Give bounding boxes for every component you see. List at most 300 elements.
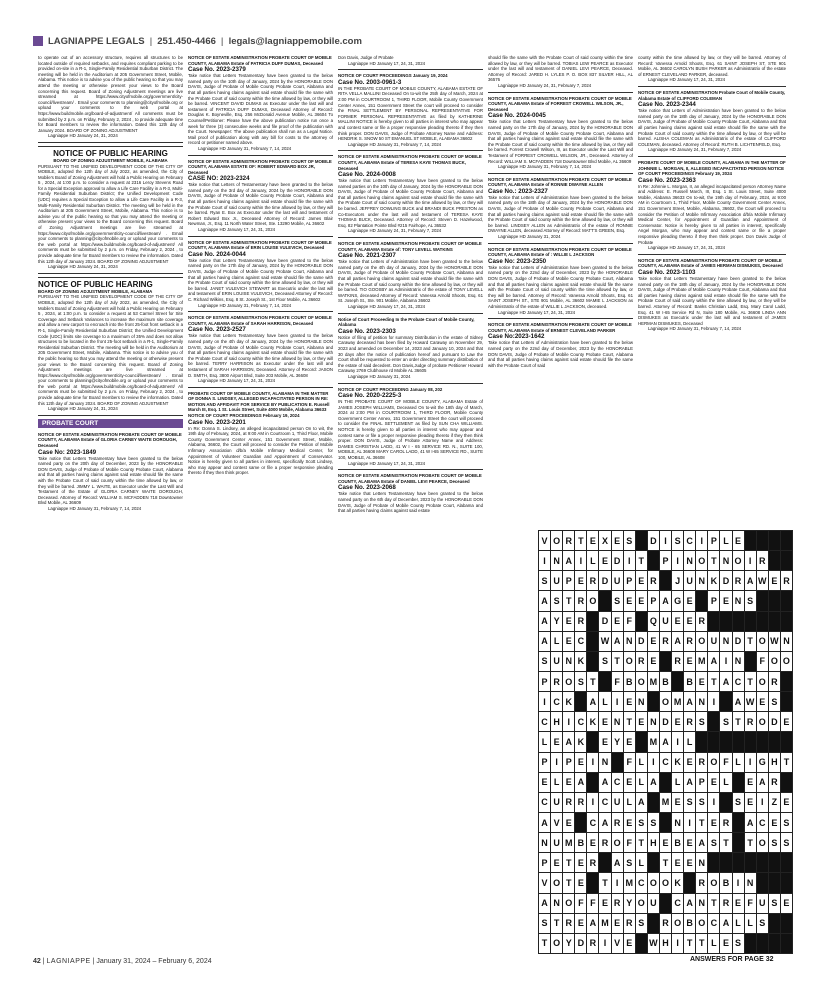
crossword-letter: S — [780, 812, 792, 832]
crossword-letter: T — [539, 933, 551, 953]
crossword-letter: P — [659, 551, 671, 571]
crossword-letter: A — [659, 591, 671, 611]
notice-heading: NOTICE OF ESTATE ADMINISTRATION PROBATE COURT OF MOBILE COUNTY, ALABAMA Estate of ERNEST CLEVELAND PARKER — [488, 322, 632, 333]
crossword-letter: S — [539, 651, 551, 671]
crossword-letter: R — [696, 611, 708, 631]
notice-divider — [188, 387, 333, 388]
crossword-letter: S — [732, 792, 744, 812]
crossword-letter: N — [696, 692, 708, 712]
crossword-letter: S — [672, 531, 684, 551]
crossword-letter: S — [708, 833, 720, 853]
crossword-letter: Y — [563, 933, 575, 953]
legal-notice — [488, 177, 633, 240]
crossword-black-square — [768, 591, 780, 611]
crossword-letter: L — [587, 551, 599, 571]
crossword-letter: E — [551, 853, 563, 873]
legal-column-3 — [338, 55, 483, 955]
crossword-letter: E — [684, 611, 696, 631]
crossword-letter: R — [696, 873, 708, 893]
publication-dates: Lagniappe HD January 31, February 7, 14, 2024 — [198, 302, 292, 308]
notice-divider — [188, 155, 333, 156]
publication-dates: Lagniappe HD January 24, 31, February 7, 2024 — [348, 228, 442, 234]
crossword-letter: O — [756, 631, 768, 651]
crossword-black-square — [659, 893, 671, 913]
notice-body: Take notice that Letters of Administration have been granted to the below named party on the 18th day of January, 2024 by the HONORABLE DON DAVIS, Judge of Probate of Mobile County Probate Court, Alabama and that all parties having claims against said estate should file the same with the Probate Court of said county within the time allowed by law, or they will be barred. ALISHA COLEMAN as Administratrix of the estate of CLIFFORD COLEMAN, deceased. Attorney of Record: RUTH B. LICHTENFELD, Esq. — [638, 108, 786, 147]
crossword-letter: H — [551, 712, 563, 732]
notice-divider — [38, 273, 183, 274]
crossword-row — [539, 671, 793, 691]
publication-dates: Lagniappe HD January 24, 31, February 7, 2024 — [498, 82, 592, 88]
crossword-letter: L — [708, 933, 720, 953]
crossword-letter: N — [599, 752, 611, 772]
publication-dates: Lagniappe HD January 17, 24, 31, 2024 — [198, 378, 276, 384]
crossword-black-square — [780, 692, 792, 712]
case-number: Case No. 2024-0044 — [188, 250, 246, 258]
crossword-letter: U — [611, 792, 623, 812]
notice-body: Take notice that Letters of Administration have been granted to the below named party on the 4th day of January, 2024 by the HONORABLE DON DAVIS, Judge of Probate of Mobile County Probate Court, Alabama and that all parties having claims against said estate should file the same with the Probate Court of said county within the time allowed by law, or they will be barred. TIO GOOSBY as Administratrix of the estate of TONY LEVELL WATKINS, deceased Attorney of Record: Vanessa Arnold Shoots, Esq. 61 St. Joseph St., Ste. 901 Mobile, Alabama 36602 — [338, 259, 483, 304]
notice-body: Take notice that Letters Testamentary have been granted to the below named party on the 10th day of January, 2024 by the HONORABLE DON DAVIS, Judge of Probate of Mobile County Probate Court, Alabama and that all parties having claims against said estate should file the same with the Probate Court of said county within the time allowed by law, or they will be barred. VINCENT DAVID DUMAS as Executor under the last will and testament of PATRICIA DUFF DUMAS, Deceased Attorney of Record: Douglas K. Boyneville, Esq. 256 McDonald Avenue Mobile, AL 36604 To Counsel/Petitioner: Please have the above publication notice run once a week for three (3) consecutive weeks and file proof of the publication with the Court. Newspaper: The above publication shall run as a Legal Notice. Mail proof of publication along with any bill for costs to the attorney of record or petitioner named above. — [188, 73, 333, 146]
crossword-black-square — [780, 772, 792, 792]
legal-notice — [488, 96, 633, 170]
case-number: Case No. 2023-2201 — [188, 418, 246, 426]
crossword-letter: R — [587, 853, 599, 873]
crossword-letter: E — [599, 551, 611, 571]
notice-divider — [188, 311, 333, 312]
crossword-letter: L — [635, 853, 647, 873]
crossword-letter: B — [720, 873, 732, 893]
notice-divider — [188, 236, 333, 237]
crossword-letter: S — [635, 913, 647, 933]
crossword-letter: C — [575, 712, 587, 732]
crossword-letter: T — [744, 671, 756, 691]
crossword-letter: N — [672, 812, 684, 832]
crossword-row — [539, 571, 793, 591]
crossword-letter: E — [575, 853, 587, 873]
notice-divider — [488, 243, 633, 244]
crossword-letter: A — [599, 772, 611, 792]
crossword-letter: N — [551, 893, 563, 913]
crossword-letter: I — [708, 692, 720, 712]
notice-body: to operate out of an accessory structure, requires all structures to be located outside of required setbacks, and requires compliant parking to be provided on-site in a R-1, Single-Family Residential Suburban District. The meeting will be held in the Auditorium at 205 Government Street, Mobile, Alabama. This notice is to advise you of the public hearing so that you may attend the meeting or otherwise present your views to the Board concerning this request. Board of Zoning Adjustment meetings are live streamed at https://www.cityofmobile.org/government/city-council/livestream/ . Email your comments to planning@cityofmobile.org or upload your comments to the web portal at https://www.buildmobile.org/board-of-adjustment/ All comments must be submitted by 2 p.m. on Friday, February 2, 2024 , to provide adequate time for Board members to review the information. Dated this 12th day of January 2024. BOARD OF ZONING ADJUSTMENT — [38, 55, 183, 133]
crossword-letter: B — [684, 671, 696, 691]
crossword-letter: T — [623, 712, 635, 732]
notice-heading: NOTICE OF ESTATE ADMINISTRATION PROBATE COURT OF MOBILE COUNTY, ALABAMA Estate of : WILLIE L JACKSON — [488, 246, 632, 258]
crossword-letter: C — [575, 631, 587, 651]
crossword-letter: E — [684, 853, 696, 873]
crossword-black-square — [744, 611, 756, 631]
crossword-black-square — [647, 792, 659, 812]
crossword-letter: N — [732, 591, 744, 611]
crossword-letter: E — [563, 631, 575, 651]
legal-notice — [338, 473, 483, 514]
notice-heading: NOTICE OF ESTATE ADMINISTRATION PROBATE COURT OF MOBILE COUNTY, ALABAMA Estate of JAMES HERMAN DISMUKES, Deceased — [638, 257, 783, 269]
crossword-letter: R — [768, 671, 780, 691]
crossword-letter: I — [539, 551, 551, 571]
crossword-letter: A — [563, 732, 575, 752]
crossword-letter: N — [780, 631, 792, 651]
crossword-row — [539, 611, 793, 631]
crossword-letter: A — [635, 792, 647, 812]
crossword-row — [539, 551, 793, 571]
crossword-letter: E — [720, 933, 732, 953]
crossword-letter: A — [599, 812, 611, 832]
crossword-black-square — [611, 752, 623, 772]
crossword-letter: D — [732, 631, 744, 651]
case-number: Case No. 2023-2527 — [188, 326, 246, 334]
legal-column-5 — [638, 55, 786, 527]
crossword-table — [538, 530, 793, 954]
crossword-letter: E — [659, 833, 671, 853]
crossword-letter: O — [563, 671, 575, 691]
crossword-letter: S — [696, 792, 708, 812]
section-heading: PROBATE COURT — [38, 419, 183, 428]
crossword-black-square — [575, 812, 587, 832]
legal-notice — [338, 387, 483, 467]
crossword-letter: S — [768, 833, 780, 853]
crossword-letter: S — [744, 591, 756, 611]
crossword-row — [539, 873, 793, 893]
crossword-letter: K — [563, 692, 575, 712]
crossword-letter: E — [708, 812, 720, 832]
crossword-row — [539, 792, 793, 812]
crossword-black-square — [672, 671, 684, 691]
crossword-letter: R — [696, 752, 708, 772]
legal-notice — [338, 55, 483, 66]
crossword-letter: R — [587, 933, 599, 953]
publication-dates: Lagniappe HD January 24, 31, 2024 — [48, 406, 118, 412]
crossword-letter: U — [647, 893, 659, 913]
notice-body: IN THE PROBATE COURT OF MOBILE COUNTY, ALABAMA Estate of JAMES JOSEPH WILLIAMS, Deceased On to-wit the 18th day of March, 2024 at 2:00 PM in COURTROOM 1, THIRD FLOOR, Mobile County Government Center Annex, 151 Government Street the court will proceed to consider the FINAL SETTLEMENT as filed by SUN CHA WILLIAMS. NOTICE is hereby given to all parties in interest who may appear and contest same or file a proper responsive pleading thereto if they then think proper. DON DAVIS, Judge of Probate Attorney Name and Address: DAMES CHRISTIAN LADD, 41 W I - 65 SERVICE RD. N., SUITE 100, MOBILE, AL 36608 MARY CAROL LADD, 41 W I-65 SERVICE RD., SUITE 100, MOBILE, AL 36608 — [338, 399, 483, 461]
publication-dates: Lagniappe HD January 31, 2024 — [348, 373, 411, 379]
notice-divider — [338, 237, 483, 238]
crossword-letter: O — [551, 873, 563, 893]
crossword-letter: M — [623, 873, 635, 893]
crossword-letter: F — [744, 893, 756, 913]
crossword-letter: E — [575, 913, 587, 933]
crossword-letter: E — [732, 531, 744, 551]
crossword-black-square — [635, 531, 647, 551]
case-number: Case No. 2023-2303 — [338, 327, 396, 335]
crossword-black-square — [744, 853, 756, 873]
crossword-black-square — [599, 671, 611, 691]
legal-notice — [488, 55, 633, 89]
crossword-black-square — [708, 732, 720, 752]
crossword-letter: B — [623, 671, 635, 691]
crossword-letter: P — [623, 571, 635, 591]
case-number: Case No. 2023-2068 — [338, 484, 396, 492]
crossword-letter: E — [623, 933, 635, 953]
notice-body: Take notice that Letters of Testamentary have been granted to the below named party on the 3rd day of January, 2024 by the HONORABLE DON DAVIS, Judge of Probate of Mobile County Probate Court, Alabama and that all parties having claims against said estate should file the same with the Probate Court of said county within the time allowed by law, or they will be barred. Ryan E. Box as Executor under the last will and testament of Robert Edward Box Jr., Deceased Attorney of Record: James Blair Newman, Jr., Esq. 11 North Water Street, Ste. 13290 Mobile, AL 36602 — [188, 182, 333, 227]
notice-heading: NOTICE OF COURT PROCEEDINGS January 19, 2024 — [338, 73, 448, 79]
crossword-letter: K — [672, 752, 684, 772]
crossword-letter: D — [635, 631, 647, 651]
crossword-letter: R — [575, 591, 587, 611]
crossword-letter: I — [732, 873, 744, 893]
publication-dates: Lagniappe HD January 31, February 7, 14, 2024 — [348, 141, 442, 147]
publication-dates: Lagniappe HD January 17, 24, 31, 2024 — [648, 77, 726, 83]
case-number: Case No:2023-1642 — [488, 333, 545, 341]
crossword-black-square — [768, 732, 780, 752]
notice-heading: NOTICE OF ESTATE ADMINISTRATION PROBATE COURT OF MOBILE COUNTY, ALABAMA ESTATE OF: ROBERT EDWARD BOX JR, Deceased — [188, 158, 332, 175]
crossword-row — [539, 591, 793, 611]
crossword-black-square — [635, 732, 647, 752]
crossword-black-square — [768, 853, 780, 873]
legal-notice — [338, 154, 483, 234]
crossword-letter: U — [551, 571, 563, 591]
crossword-letter: W — [768, 631, 780, 651]
crossword-letter: C — [684, 531, 696, 551]
crossword-letter: R — [563, 531, 575, 551]
crossword-letter: T — [708, 893, 720, 913]
crossword-letter: X — [599, 531, 611, 551]
crossword-letter: E — [708, 772, 720, 792]
crossword-black-square — [732, 812, 744, 832]
crossword-letter: T — [744, 631, 756, 651]
crossword-letter: N — [696, 893, 708, 913]
crossword-letter: S — [635, 812, 647, 832]
crossword-letter: E — [623, 732, 635, 752]
crossword-letter: E — [684, 591, 696, 611]
crossword-letter: A — [587, 692, 599, 712]
crossword-black-square — [720, 853, 732, 873]
crossword-letter: K — [587, 712, 599, 732]
crossword-black-square — [768, 531, 780, 551]
notice-subheading: BOARD OF ZONING ADJUSTMENT MOBILE, ALABAMA — [53, 157, 168, 163]
crossword-letter: E — [780, 712, 792, 732]
notice-body: PURSUANT TO THE UNIFIED DEVELOPMENT CODE OF THE CITY OF MOBILE, adopted the 12th day of July 2022, as amended, the City of Mobile's Board of Zoning Adjustment will hold a Public Hearing on February 5 , 2024, at 1:00 p.m. to consider a request at 53 Carmel Street for Site Coverage and Setback Variances to increase the maximum site coverage and allow a new carport to encroach into the front 25-foot front setback in a R-1, Single-Family Residential Suburban District; the Unified Development Code (UDC) limits site coverage to a maximum of 35% and does not allow structures to be located in the front 25-foot setback in a R-1, Single-Family Residential Suburban District. The meeting will be held in the Auditorium at 205 Government Street, Mobile, Alabama. This notice is to advise you of the public hearing so that you may attend the meeting or otherwise present your views to the Board concerning this request. Board of Zoning Adjustment meetings are live streamed at https://www.cityofmobile.org/government/city-council/livestream/ . Email your comments to planning@cityofmobile.org or upload your comments to the web portal at https://www.buildmobile.org/board-of-adjustment/ All comments must be submitted by 2 p.m. on Friday, February 2, 2024 , to provide adequate time for Board members to review the information. Dated this 12th day of January 2024. BOARD OF ZONING ADJUSTMENT — [38, 294, 183, 406]
crossword-letter: O — [551, 933, 563, 953]
notice-title: NOTICE OF PUBLIC HEARING — [38, 146, 183, 158]
notice-body: Notice of filing of petition for summary Distribution in the estate of Sidney Caraway deceased has been filed by Howard Caraway on November 29, 2023 and amended on December 14, 2023 and January 10, 2024 and that 30 days after the notice of publication hereof and pursuant to Law the Court shall be requested to enter an order directing summary distribution of the estate of said decedent. Don Davis,Judge of probate Petitioner Howard Caraway 2769 Clubhouse rd Mobile AL 36605 — [338, 334, 483, 374]
crossword-black-square — [587, 772, 599, 792]
crossword-letter: P — [539, 853, 551, 873]
crossword-letter: R — [684, 712, 696, 732]
crossword-letter: Y — [611, 732, 623, 752]
crossword-black-square — [720, 692, 732, 712]
notice-body: Take notice that Letters of Administration have been granted to the below named party on the 22nd day of December, 2023 by the HONORABLE DON DAVIS, Judge of Probate of Mobile County Probate Court, Alabama and that all parties having claims against said estate should file the same with the Probate Court of said county within the time allowed by law, or they will be barred. Attorney of Record: Vanessa Arnold Shoots, Esq. 61 SAINT JOSEPH ST., STE 901 Mobile, AL 36602 MAMIE L JACKSON as Administratrix of the estate of WILLIE L JACKSON, deceased. — [488, 264, 633, 309]
crossword-row — [539, 893, 793, 913]
header-separator: | — [220, 35, 224, 47]
crossword-letter: V — [611, 933, 623, 953]
legal-notice — [488, 322, 633, 368]
crossword-letter: A — [539, 631, 551, 651]
crossword-letter: O — [696, 551, 708, 571]
crossword-black-square — [720, 732, 732, 752]
crossword-letter: M — [659, 792, 671, 812]
crossword-letter: T — [611, 651, 623, 671]
crossword-letter: K — [575, 732, 587, 752]
crossword-letter: A — [672, 631, 684, 651]
crossword-letter: T — [551, 913, 563, 933]
crossword-letter: P — [647, 591, 659, 611]
crossword-letter: T — [684, 933, 696, 953]
crossword-letter: E — [563, 611, 575, 631]
crossword-letter: S — [768, 692, 780, 712]
crossword-letter: F — [623, 752, 635, 772]
notice-body: In Re: Johnnie L. Morgan, II, an alleged incapacitated person Attorney Name and Address: E. Russell March, III, Esq. 1 St. Louis Street, Suite 4000 Mobile, Alabama 36633 On to-wit, the 19th day of February, 2024, at 9:00 AM in Courtroom 1, Third Floor, Mobile County Government Center Annex, 151 Government Street, Mobile, Alabama, 36602, the Court will proceed to consider the Petition of Mobile Infirmary Association d/b/a Mobile Infirmary Medical Center, for Appointment of Guardian and Appointment of Conservator. Notice is hereby given to all parties in interest, specifically Angel Morgan, who may appear and contest same or file a proper responsive pleading thereto if they then think proper. Don Davis Judge of Probate — [638, 183, 786, 245]
crossword-letter: S — [768, 893, 780, 913]
crossword-letter: C — [539, 712, 551, 732]
crossword-letter: S — [599, 651, 611, 671]
crossword-letter: R — [780, 571, 792, 591]
crossword-letter: L — [672, 772, 684, 792]
crossword-letter: W — [599, 631, 611, 651]
crossword-letter: E — [611, 611, 623, 631]
crossword-black-square — [587, 732, 599, 752]
crossword-letter: S — [780, 833, 792, 853]
crossword-letter: M — [647, 671, 659, 691]
crossword-letter: C — [732, 671, 744, 691]
crossword-letter: C — [756, 812, 768, 832]
crossword-letter: F — [587, 893, 599, 913]
footer-separator: | — [92, 958, 97, 965]
crossword-letter: L — [599, 692, 611, 712]
crossword-letter: O — [611, 833, 623, 853]
crossword-letter: O — [780, 651, 792, 671]
notice-body: should file the same with the Probate Court of said county within the time allowed by law, or they will be barred. TOBIAS LEW PEARCE as Executor under the last will and testament of DANIEL LEVI PEARCE, Deceased. Attorney of Record: JARED H. LYLES P. O. BOX 837 SILVER HILL, AL 36576 — [488, 55, 633, 83]
notice-divider — [488, 92, 633, 93]
crossword-letter: A — [696, 833, 708, 853]
crossword-letter: A — [539, 611, 551, 631]
crossword-letter: I — [611, 692, 623, 712]
crossword-letter: C — [551, 692, 563, 712]
crossword-letter: S — [539, 913, 551, 933]
legal-column-1 — [38, 55, 183, 955]
crossword-letter: E — [635, 712, 647, 732]
crossword-black-square — [756, 732, 768, 752]
crossword-letter: T — [720, 833, 732, 853]
notice-body: Don Davis, Judge of Probate — [338, 55, 394, 60]
case-number: Case No. 2023-2379 — [188, 66, 246, 74]
crossword-letter: E — [575, 571, 587, 591]
crossword-letter: N — [563, 651, 575, 671]
crossword-letter: P — [539, 671, 551, 691]
page-footer — [33, 958, 212, 965]
crossword-letter: N — [696, 853, 708, 873]
notice-body: IN THE PROBATE COURT OF MOBILE COUNTY, ALABAMA ESTATE OF RITA VELLA MALLINI Deceased On to-wit the 25th day of March, 2024 at 2:00 PM in COURTROOM 1, THIRD FLOOR, Mobile County Government Center Annex, 151 Government Street the court will proceed to consider the FINAL SETTLEMENT BY PERSONAL REPRESENTATIVE FOR FORMER PERSONAL REPRESENTATIVE as filed by KATHERINE MALLINI NOTICE is hereby given to all parties in interest who may appear and contest same or file a proper responsive pleading thereto if they then think proper. DON DAVIS, Judge of Probate Attorney Name and Address: HENDRIK S. SNOW 50 ST EMANUEL ST MOBILE, ALABAMA 36602 — [338, 85, 483, 142]
crossword-letter: S — [623, 853, 635, 873]
crossword-letter: I — [744, 752, 756, 772]
crossword-letter: I — [587, 752, 599, 772]
crossword-black-square — [780, 671, 792, 691]
crossword-letter: E — [780, 792, 792, 812]
crossword-letter: A — [684, 893, 696, 913]
crossword-letter: B — [575, 833, 587, 853]
crossword-black-square — [732, 833, 744, 853]
crossword-letter: A — [611, 631, 623, 651]
crossword-black-square — [599, 853, 611, 873]
crossword-row — [539, 853, 793, 873]
crossword-letter: Y — [551, 611, 563, 631]
crossword-letter: E — [635, 591, 647, 611]
crossword-letter: S — [684, 792, 696, 812]
case-number: Case No. 2003-0961-3 — [338, 78, 402, 86]
crossword-letter: N — [635, 692, 647, 712]
publication-dates: Lagniappe HD January 24, 31, 2024 — [48, 133, 118, 139]
publication-dates: Lagniappe HD January 17, 24, 31, 2024 — [348, 303, 426, 309]
crossword-letter: I — [696, 531, 708, 551]
crossword-letter: O — [756, 671, 768, 691]
crossword-letter: F — [623, 611, 635, 631]
notice-body: In Re: Donna S. Lindsey, an alleged incapacitated person On to wit, the 19th day of February, 2024, at 9:00 AM in Courtroom 1, Third Floor, Mobile County Government Center Annex, 151 Government Street, Mobile, Alabama, 36602, the Court will proceed to consider the Petition of Mobile Infirmary Association d/b/a Mobile Infirmary Medical Center, for Appointment of Volunteer Guardian and Appointment of Conservator. Notice is hereby given to all parties in interest, specifically Scott Lindsey, who may appear and contest same or file a proper responsive pleading thereto if they then think proper. — [188, 425, 333, 476]
crossword-letter: D — [647, 531, 659, 551]
crossword-letter: A — [563, 551, 575, 571]
notice-divider — [38, 415, 183, 416]
crossword-letter: N — [623, 631, 635, 651]
crossword-letter: E — [563, 772, 575, 792]
crossword-letter: L — [551, 772, 563, 792]
crossword-letter: T — [708, 671, 720, 691]
crossword-letter: L — [635, 772, 647, 792]
crossword-letter: L — [684, 732, 696, 752]
crossword-black-square — [780, 591, 792, 611]
crossword-letter: G — [672, 591, 684, 611]
crossword-black-square — [647, 913, 659, 933]
crossword-black-square — [575, 692, 587, 712]
crossword-letter: R — [611, 893, 623, 913]
notice-heading: NOTICE OF ESTATE ADMINISTRATION PROBATE COURT OF MOBILE COUNTY, ALABAMA Estate of SARAH HARRISON, Deceased — [188, 315, 332, 326]
crossword-letter: E — [587, 531, 599, 551]
crossword-letter: R — [720, 812, 732, 832]
crossword-letter: A — [659, 732, 671, 752]
notice-heading: NOTICE OF ESTATE ADMINISTRATION PROBATE COURT OF MOBILE COUNTY, ALABAMA Estate of ERIN LOUISE VULEVICH, Deceased — [188, 239, 332, 251]
crossword-letter: O — [696, 913, 708, 933]
publication-dates: Lagniappe HD January 17, 24, 31, 2024 — [198, 227, 276, 233]
crossword-letter: T — [708, 551, 720, 571]
crossword-letter: E — [599, 712, 611, 732]
crossword-letter: H — [647, 833, 659, 853]
notice-heading: NOTICE OF ESTATE ADMINISTRATION PROBATE COURT OF MOBILE COUNTY, ALABAMA Estate of GLORIA CARNEY WAITE DOROUGH, Deceased — [38, 431, 182, 449]
crossword-black-square — [708, 853, 720, 873]
crossword-letter: P — [696, 772, 708, 792]
crossword-letter: S — [551, 591, 563, 611]
crossword-letter: E — [551, 732, 563, 752]
crossword-letter: F — [575, 893, 587, 913]
crossword-letter: E — [672, 611, 684, 631]
crossword-letter: N — [720, 551, 732, 571]
case-number: Case No. 2023-1103 — [638, 269, 696, 276]
crossword-letter: C — [587, 812, 599, 832]
notice-divider — [488, 318, 633, 319]
crossword-black-square — [780, 611, 792, 631]
crossword-letter: D — [611, 551, 623, 571]
publication-dates: Lagniappe HD January 31, February 7, 14, 2024 — [648, 326, 742, 332]
crossword-black-square — [696, 732, 708, 752]
publication-dates: Lagniappe HD January 17, 24, 31, 2024 — [348, 60, 426, 66]
notice-body: Take notice that Letters Testamentary have been granted to the below named party on the 4th day of January, 2024 by the HONORABLE DON DAVIS, Judge of Probate of Mobile County Probate Court, Alabama and that all parties having claims against said estate should file the same with the Probate Court of said county within the time allowed by law, or they will be barred. TERRY HARRISON as Executor under the last will and testament of SARAH HARRISON, Deceased. Attorney of Record: JASON D. SMITH, Esq. 3800 Airport Blvd, Suite 203 Mobile, AL 36608 — [188, 333, 333, 378]
crossword-row — [539, 772, 793, 792]
crossword-letter: O — [563, 893, 575, 913]
crossword-row — [539, 712, 793, 732]
crossword-letter: C — [659, 752, 671, 772]
crossword-letter: I — [756, 792, 768, 812]
crossword-letter: C — [672, 893, 684, 913]
crossword-black-square — [647, 551, 659, 571]
crossword-letter: R — [756, 551, 768, 571]
legal-notice — [338, 73, 483, 147]
crossword-letter: D — [575, 933, 587, 953]
legal-notice — [38, 432, 183, 512]
notice-body: PURSUANT TO THE UNIFIED DEVELOPMENT CODE OF THE CITY OF MOBILE, adopted the 12th day of July 2022, as amended, the City of Mobile's Board of Zoning Adjustment will hold a Public Hearing on February 5 , 2024, at 1:00 p.m. to consider a request at 2316 Leroy Stevens Road for a Special Exception approval to allow a Life Care Facility in a R-3, Multi-Family Residential Suburban District; the Unified Development Code (UDC) requires a Special Exception to allow a Life Care Facility in a R-3, Multi-Family Residential Suburban District. The meeting will be held in the Auditorium at 205 Government Street, Mobile, Alabama. This notice is to advise you of the public hearing so that you may attend the meeting or otherwise present your views to the Board concerning this request. Board of Zoning Adjustment meetings are live streamed at https://www.cityofmobile.org/government/city-council/livestream/ . Email your comments to planning@cityofmobile.org or upload your comments to the web portal at https://www.buildmobile.org/board-of-adjustment/ All comments must be submitted by 2 p.m. on Friday, February 2, 2024 , to provide adequate time for Board members to review the information. Dated this 12th day of January 2024. BOARD OF ZONING ADJUSTMENT — [38, 163, 183, 264]
crossword-answer-grid — [538, 530, 793, 954]
crossword-letter: R — [575, 611, 587, 631]
crossword-black-square — [635, 933, 647, 953]
crossword-black-square — [756, 611, 768, 631]
crossword-letter: B — [659, 671, 671, 691]
header-email[interactable]: legals@lagniappemobile.com — [228, 35, 362, 47]
crossword-letter: C — [539, 792, 551, 812]
crossword-letter: U — [684, 571, 696, 591]
